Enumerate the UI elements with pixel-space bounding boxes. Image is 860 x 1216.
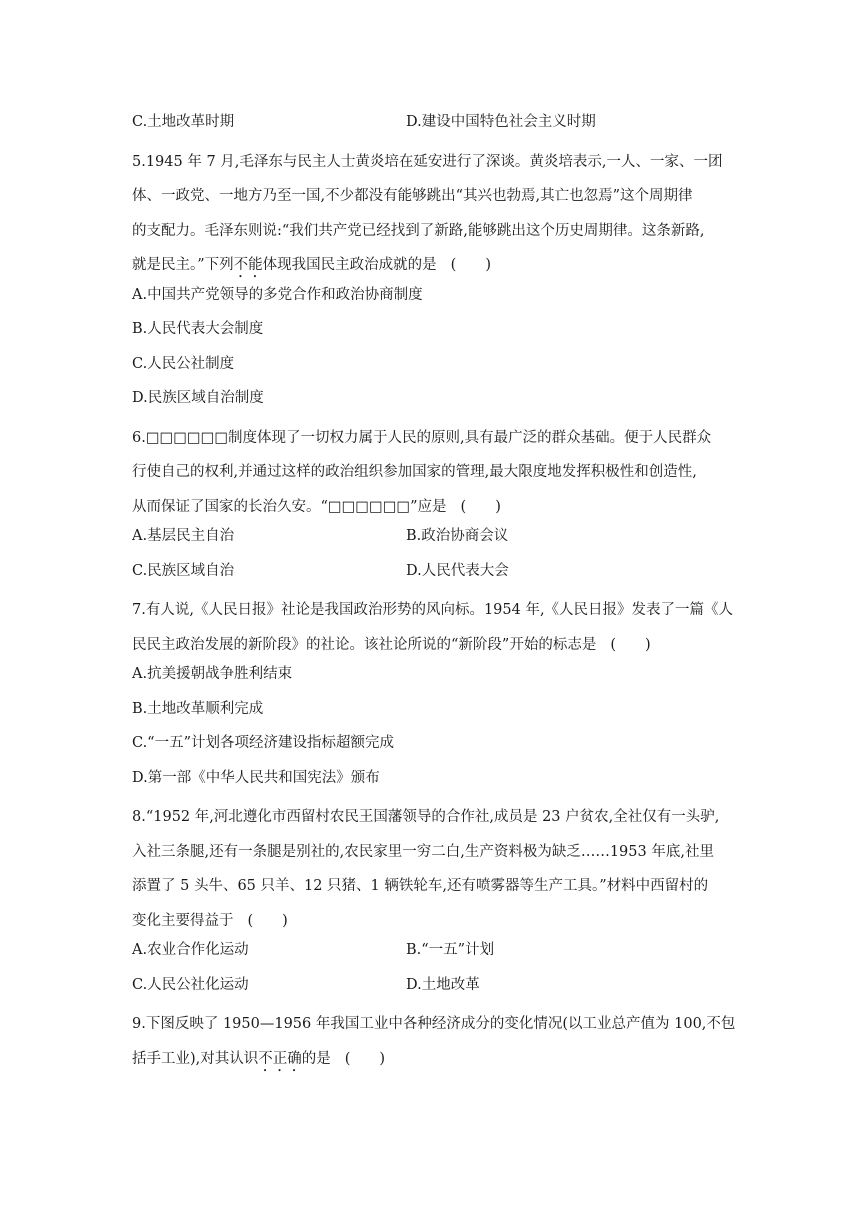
q9-answer-blank: ( ) bbox=[344, 1050, 386, 1067]
q5-emphasis-text: 不能 bbox=[233, 257, 263, 273]
q7-stem-line-last bbox=[132, 628, 732, 663]
q7-stem-text: 民民主政治发展的新阶段》的社论。该社论所说的“新阶段”开始的标志是 bbox=[132, 636, 597, 653]
exam-page bbox=[132, 110, 736, 1076]
q4-options-row bbox=[132, 110, 732, 145]
q5-option-b: B.人民代表大会制度 bbox=[132, 321, 264, 337]
q9-stem bbox=[132, 1007, 736, 1076]
q6-answer-blank: ( ) bbox=[460, 498, 501, 515]
q6-stem-line-last bbox=[132, 490, 732, 525]
question-7 bbox=[132, 593, 732, 800]
question-5 bbox=[132, 145, 732, 421]
q9-emphasis-text: 不正确 bbox=[258, 1050, 302, 1067]
q6-stem bbox=[132, 421, 732, 525]
q8-option-c: C.人民公社化运动 bbox=[132, 976, 249, 993]
q5-option-a: A.中国共产党领导的多党合作和政治协商制度 bbox=[132, 286, 423, 303]
q6-options-row bbox=[132, 559, 732, 594]
q7-option-b: B.土地改革顺利完成 bbox=[132, 700, 264, 717]
q6-stem-text: 从而保证了国家的长治久安。“□□□□□□”应是 bbox=[132, 498, 447, 515]
q8-answer-blank: ( ) bbox=[247, 912, 288, 929]
q8-stem bbox=[132, 800, 732, 938]
q7-option-c: C.“一五”计划各项经济建设指标超额完成 bbox=[132, 735, 395, 751]
q9-stem-line: 9.下图反映了 1950—1956 年我国工业中各种经济成分的变化情况(以工业总产值为 100,不包 bbox=[132, 1016, 736, 1032]
q7-option-d: D.第一部《中华人民共和国宪法》颁布 bbox=[132, 769, 380, 786]
q6-option-b: B.政治协商会议 bbox=[406, 528, 509, 544]
q5-answer-blank: ( ) bbox=[450, 257, 491, 273]
q5-option-c: C.人民公社制度 bbox=[132, 355, 235, 372]
q7-answer-blank: ( ) bbox=[610, 636, 651, 653]
q6-options-row bbox=[132, 524, 732, 559]
q8-stem-line: 添置了 5 头牛、65 只羊、12 只猪、1 辆铁轮车,还有喷雾器等生产工具。”材料中西留村的 bbox=[132, 878, 709, 894]
q8-option-b: B.“一五”计划 bbox=[406, 942, 495, 958]
q4-option-c: C.土地改革时期 bbox=[132, 114, 235, 130]
q5-stem-line: 5.1945 年 7 月,毛泽东与民主人士黄炎培在延安进行了深谈。黄炎培表示,一人、一家、一团 bbox=[132, 153, 723, 170]
q6-stem-line: 行使自己的权利,并通过这样的政治组织参加国家的管理,最大限度地发挥积极性和创造性, bbox=[132, 464, 697, 480]
q8-options-row bbox=[132, 938, 732, 973]
q6-option-a: A.基层民主自治 bbox=[132, 528, 235, 544]
q5-stem-text: 就是民主。”下列 bbox=[132, 257, 234, 273]
q8-stem-line: 8.“1952 年,河北遵化市西留村农民王国藩领导的合作社,成员是 23 户贫农,全社仅有一头驴, bbox=[132, 809, 720, 825]
q8-options-row bbox=[132, 973, 732, 1008]
q6-option-d: D.人民代表大会 bbox=[406, 562, 509, 579]
q8-option-d: D.土地改革 bbox=[406, 976, 480, 993]
q6-stem-line: 6.□□□□□□制度体现了一切权力属于人民的原则,具有最广泛的群众基础。便于人民群众 bbox=[132, 429, 712, 446]
q8-stem-line: 入社三条腿,还有一条腿是别社的,农民家里一穷二白,生产资料极为缺乏……1953 年底,社里 bbox=[132, 843, 714, 860]
question-8 bbox=[132, 800, 732, 1007]
q7-stem bbox=[132, 593, 732, 662]
q7-option-a: A.抗美援朝战争胜利结束 bbox=[132, 666, 293, 682]
q6-option-c: C.民族区域自治 bbox=[132, 562, 235, 579]
q5-option-d: D.民族区域自治制度 bbox=[132, 390, 264, 406]
q8-option-a: A.农业合作化运动 bbox=[132, 942, 249, 958]
q4-option-d: D.建设中国特色社会主义时期 bbox=[406, 114, 596, 130]
q8-stem-line-last bbox=[132, 904, 732, 939]
q5-stem-line: 体、一政党、一地方乃至一国,不少都没有能够跳出“其兴也勃焉,其亡也忽焉”这个周期律 bbox=[132, 188, 693, 204]
q5-stem-line-last bbox=[132, 248, 732, 283]
q9-stem-text: 括手工业),对其认识 bbox=[132, 1050, 259, 1067]
q5-stem-text: 体现我国民主政治成就的是 bbox=[262, 257, 437, 273]
q9-stem-line-last bbox=[132, 1042, 732, 1077]
q8-stem-text: 变化主要得益于 bbox=[132, 912, 234, 929]
q5-stem bbox=[132, 145, 732, 283]
q5-stem-line: 的支配力。毛泽东则说:“我们共产党已经找到了新路,能够跳出这个历史周期律。这条新路, bbox=[132, 222, 705, 239]
question-9 bbox=[132, 1007, 736, 1076]
question-6 bbox=[132, 421, 732, 594]
q7-stem-line: 7.有人说,《人民日报》社论是我国政治形势的风向标。1954 年,《人民日报》发表了一篇《人 bbox=[132, 602, 734, 618]
q9-stem-text: 的是 bbox=[301, 1050, 331, 1067]
